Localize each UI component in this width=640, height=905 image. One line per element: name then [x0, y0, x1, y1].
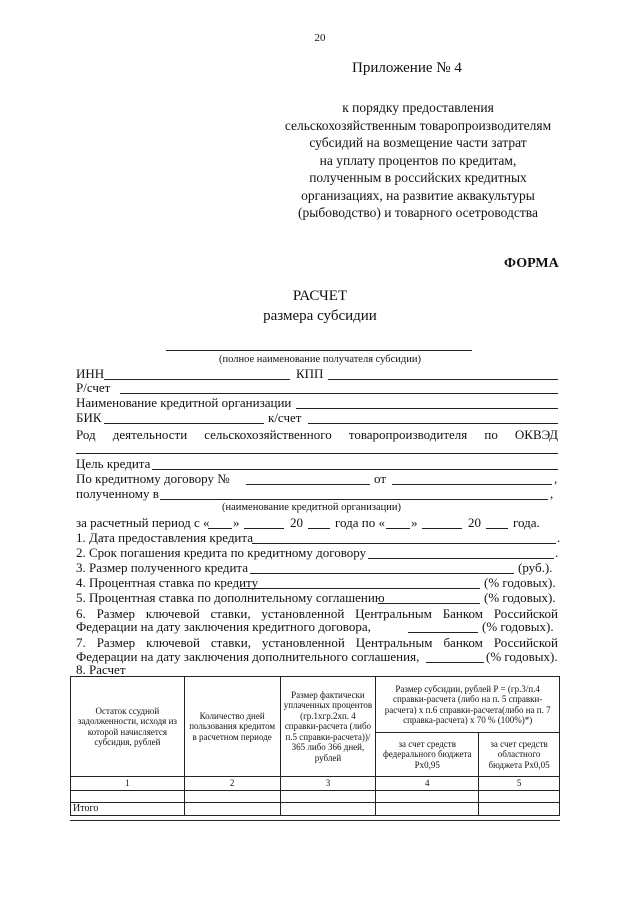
table-cell[interactable] [479, 802, 560, 816]
item-7-word: 7. [76, 635, 86, 650]
col-number: 2 [184, 777, 280, 791]
inn-label: ИНН [76, 366, 105, 381]
table-cell[interactable] [479, 790, 560, 802]
period-mid: года по « [335, 515, 385, 530]
item-6-label-cont: Федерации на дату заключения кредитного договора, [76, 619, 371, 634]
kpp-label: КПП [296, 366, 324, 381]
period-day-to[interactable] [386, 528, 410, 529]
activity-word: ОКВЭД [514, 427, 558, 442]
purpose-label: Цель кредита [76, 456, 151, 471]
activity-word: деятельности [112, 427, 188, 442]
corr-account-field[interactable] [308, 423, 558, 424]
contract-label: По кредитному договору № [76, 471, 230, 486]
item-8-label: 8. Расчет [76, 662, 126, 677]
kpp-field[interactable] [328, 379, 558, 380]
appendix-address [250, 99, 586, 222]
activity-label [76, 427, 558, 443]
table-cell[interactable] [280, 802, 376, 816]
item-5-field[interactable] [378, 603, 480, 604]
col-header-3: Размер фактически уплаченных процентов (гр.1хгр.2хп. 4 справки-расчета (либо п.5 справки-расчета))/ 365 либо 366 дней, рублей [280, 677, 376, 777]
item-6-word: Российской [493, 606, 558, 621]
contract-date-field[interactable] [392, 484, 552, 485]
item-7-word: Размер [96, 635, 136, 650]
item-7-word: ключевой [146, 635, 200, 650]
period-year-to[interactable] [486, 528, 508, 529]
period-suffix: года. [513, 515, 540, 530]
item-6-word: Центральным [355, 606, 432, 621]
item-2-field[interactable] [368, 558, 554, 559]
table-cell[interactable] [376, 790, 479, 802]
item-7-field[interactable] [426, 662, 484, 663]
period-month-to[interactable] [422, 528, 462, 529]
contract-number-field[interactable] [246, 484, 370, 485]
item-6-field[interactable] [408, 632, 478, 633]
total-label: Итого [71, 802, 185, 816]
page-number: 20 [314, 32, 326, 44]
address-line: организациях, на развитие аквакультуры [301, 187, 535, 203]
purpose-field[interactable] [152, 469, 558, 470]
item-6-word: 6. [76, 606, 86, 621]
col-header-4a: за счет средств федерального бюджета Рх0,95 [376, 733, 479, 777]
item-5-unit: (% годовых). [484, 590, 556, 605]
year-prefix: 20 [468, 515, 481, 530]
item-6-word: Размер [96, 606, 136, 621]
bank-name-field[interactable] [296, 408, 558, 409]
appendix-label: Приложение № 4 [352, 60, 462, 76]
inn-field[interactable] [104, 379, 290, 380]
item-3-unit: (руб.). [518, 560, 553, 575]
form-label: ФОРМА [504, 256, 559, 271]
item-4-field[interactable] [240, 588, 480, 589]
received-bank-field[interactable] [160, 499, 548, 500]
item-3-field[interactable] [250, 573, 514, 574]
item-7-word: установленной [261, 635, 345, 650]
col-header-2: Количество дней пользования кредитом в расчетном периоде [184, 677, 280, 777]
item-5-label: 5. Процентная ставка по дополнительному соглашению [76, 590, 385, 605]
item-4-unit: (% годовых). [484, 575, 556, 590]
corr-account-label: к/счет [268, 410, 302, 425]
recipient-caption: (полное наименование получателя субсидии) [219, 354, 421, 365]
item-4-label: 4. Процентная ставка по кредиту [76, 575, 259, 590]
activity-word: по [484, 427, 498, 442]
account-label: Р/счет [76, 380, 111, 395]
period-day-from[interactable] [208, 528, 232, 529]
footnote-separator [70, 820, 560, 821]
address-line: на уплату процентов по кредитам, [319, 152, 517, 168]
item-1-label: 1. Дата предоставления кредита [76, 530, 253, 545]
account-field[interactable] [120, 393, 558, 394]
period-year-from[interactable] [308, 528, 330, 529]
col-number: 1 [71, 777, 185, 791]
period-month-from[interactable] [244, 528, 284, 529]
col-header-1: Остаток ссудной задолженности, исходя из которой начисляется субсидия, рублей [71, 677, 185, 777]
item-6-word: ключевой [145, 606, 200, 621]
table-cell[interactable] [280, 790, 376, 802]
table-cell[interactable] [376, 802, 479, 816]
bik-field[interactable] [104, 423, 264, 424]
table-cell[interactable] [71, 790, 185, 802]
item-6-word: ставки, [210, 606, 251, 621]
received-label: полученному в [76, 486, 159, 501]
activity-word: Род [76, 427, 96, 442]
item-7-word: Российской [493, 635, 558, 650]
col-header-4b: за счет средств областного бюджета Рх0,05 [479, 733, 560, 777]
quote-close: » [411, 515, 418, 530]
item-6-unit: (% годовых). [482, 619, 554, 634]
year-prefix: 20 [290, 515, 303, 530]
bik-label: БИК [76, 410, 102, 425]
address-line: (рыбоводство) и товарного осетроводства [298, 205, 538, 220]
item-1-field[interactable] [252, 543, 556, 544]
item-7-word: ставки, [210, 635, 251, 650]
item-7-word: банком [443, 635, 483, 650]
item-2-label: 2. Срок погашения кредита по кредитному договору [76, 545, 367, 560]
doc-subtitle: размера субсидии [263, 308, 377, 324]
col-number: 3 [280, 777, 376, 791]
address-line: полученным в российских кредитных [309, 170, 527, 185]
col-header-4: Размер субсидии, рублей Р = (гр.3/п.4 справки-расчета (либо на п. 5 справки-расчета) х п.6 справки-расчета(либо на п. 7 справка-расчета) х 70 % (100%)*) [376, 677, 560, 733]
item-7-word: Центральным [355, 635, 433, 650]
address-line: субсидий на возмещение части затрат [309, 135, 527, 150]
col-number: 4 [376, 777, 479, 791]
activity-word: товаропроизводителя [348, 427, 468, 442]
item-6-word: Банком [442, 606, 484, 621]
calculation-table [70, 676, 560, 816]
table-cell[interactable] [184, 790, 280, 802]
item-7-unit: (% годовых). [486, 649, 558, 664]
col-number: 5 [479, 777, 560, 791]
period-prefix: за расчетный период с « [76, 515, 210, 530]
quote-close: » [233, 515, 240, 530]
activity-word: сельскохозяйственного [204, 427, 332, 442]
item-3-label: 3. Размер полученного кредита [76, 560, 249, 575]
contract-from-label: от [374, 471, 387, 486]
item-7-label-cont: Федерации на дату заключения дополнительного соглашения, [76, 649, 420, 664]
recipient-name-line[interactable] [166, 350, 472, 351]
table-cell[interactable] [184, 802, 280, 816]
bank-caption: (наименование кредитной организации) [222, 502, 401, 513]
address-line: к порядку предоставления [342, 100, 494, 115]
item-6-word: установленной [261, 606, 345, 621]
activity-field[interactable] [76, 453, 558, 454]
bank-name-label: Наименование кредитной организации [76, 395, 292, 410]
doc-title: РАСЧЕТ [292, 288, 348, 304]
address-line: сельскохозяйственным товаропроизводителям [284, 117, 552, 133]
